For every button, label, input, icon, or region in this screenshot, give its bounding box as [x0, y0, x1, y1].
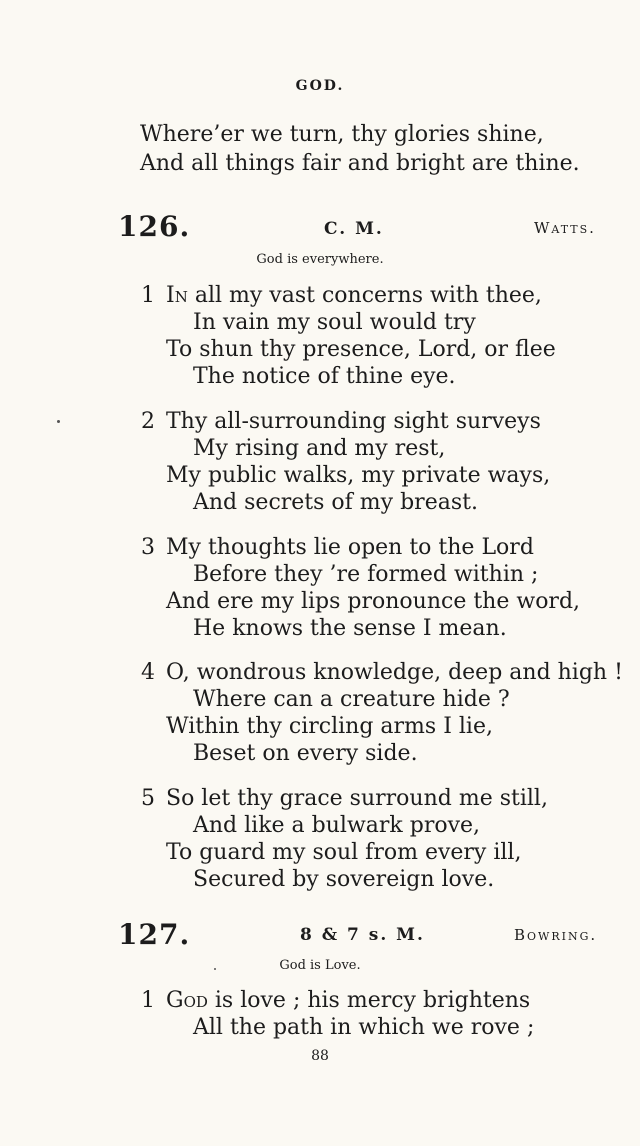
- stanza-line: And secrets of my breast.: [193, 490, 478, 515]
- stanza-line: My rising and my rest,: [193, 436, 446, 461]
- stanza-line: [166, 988, 530, 1014]
- stanza-line: Before they ’re formed within ;: [193, 562, 539, 587]
- carryover-line-1: Where’er we turn, thy glories shine,: [140, 122, 544, 147]
- stanza-line: Beset on every side.: [193, 741, 418, 766]
- stanza-line: And ere my lips pronounce the word,: [166, 589, 581, 614]
- running-head: GOD.: [295, 78, 345, 94]
- line-text: is love ; his mercy brightens: [207, 988, 531, 1013]
- stanza-line: So let thy grace surround me still,: [166, 786, 548, 811]
- drop-cap-word: In: [166, 283, 188, 308]
- stanza-line: The notice of thine eye.: [193, 364, 456, 389]
- stanza-line: Thy all-surrounding sight surveys: [166, 409, 541, 434]
- stanza-number: 2: [141, 409, 155, 434]
- stanza-line: To shun thy presence, Lord, or flee: [166, 337, 556, 362]
- stanza-line: In vain my soul would try: [193, 310, 476, 335]
- hymn-127-author: Bowring.: [514, 926, 598, 944]
- hymn-126-subtitle: God is everywhere.: [256, 252, 384, 267]
- hymn-127-number: 127.: [118, 918, 191, 951]
- carryover-line-2: And all things fair and bright are thine.: [140, 151, 580, 176]
- stanza-line: O, wondrous knowledge, deep and high !: [166, 660, 623, 685]
- stanza-line: My public walks, my private ways,: [166, 463, 551, 488]
- page-number: 88: [311, 1048, 329, 1064]
- hymn-126-number: 126.: [118, 210, 191, 243]
- stanza-line: Where can a creature hide ?: [193, 687, 510, 712]
- hymn-126-meter: C. M.: [324, 219, 384, 239]
- paper-speck: [57, 420, 60, 423]
- stanza-number: 1: [141, 988, 155, 1013]
- stanza-line: To guard my soul from every ill,: [166, 840, 522, 865]
- hymn-127-meter: 8 & 7 s. M.: [300, 925, 425, 945]
- stanza-number: 5: [141, 786, 155, 811]
- stanza-number: 3: [141, 535, 155, 560]
- stanza-line: He knows the sense I mean.: [193, 616, 507, 641]
- stanza-line: Secured by sovereign love.: [193, 867, 495, 892]
- hymn-126-author: Watts.: [534, 219, 596, 237]
- stanza-number: 4: [141, 660, 155, 685]
- stanza-number: 1: [141, 283, 155, 308]
- stanza-line: [166, 283, 542, 309]
- stanza-line: My thoughts lie open to the Lord: [166, 535, 534, 560]
- drop-cap-word: God: [166, 988, 208, 1013]
- stanza-line: And like a bulwark prove,: [193, 813, 481, 838]
- stanza-line: All the path in which we rove ;: [193, 1015, 535, 1040]
- paper-speck: [214, 968, 216, 970]
- stanza-line: Within thy circling arms I lie,: [166, 714, 493, 739]
- line-text: all my vast concerns with thee,: [187, 283, 542, 308]
- hymn-127-subtitle: God is Love.: [279, 958, 361, 973]
